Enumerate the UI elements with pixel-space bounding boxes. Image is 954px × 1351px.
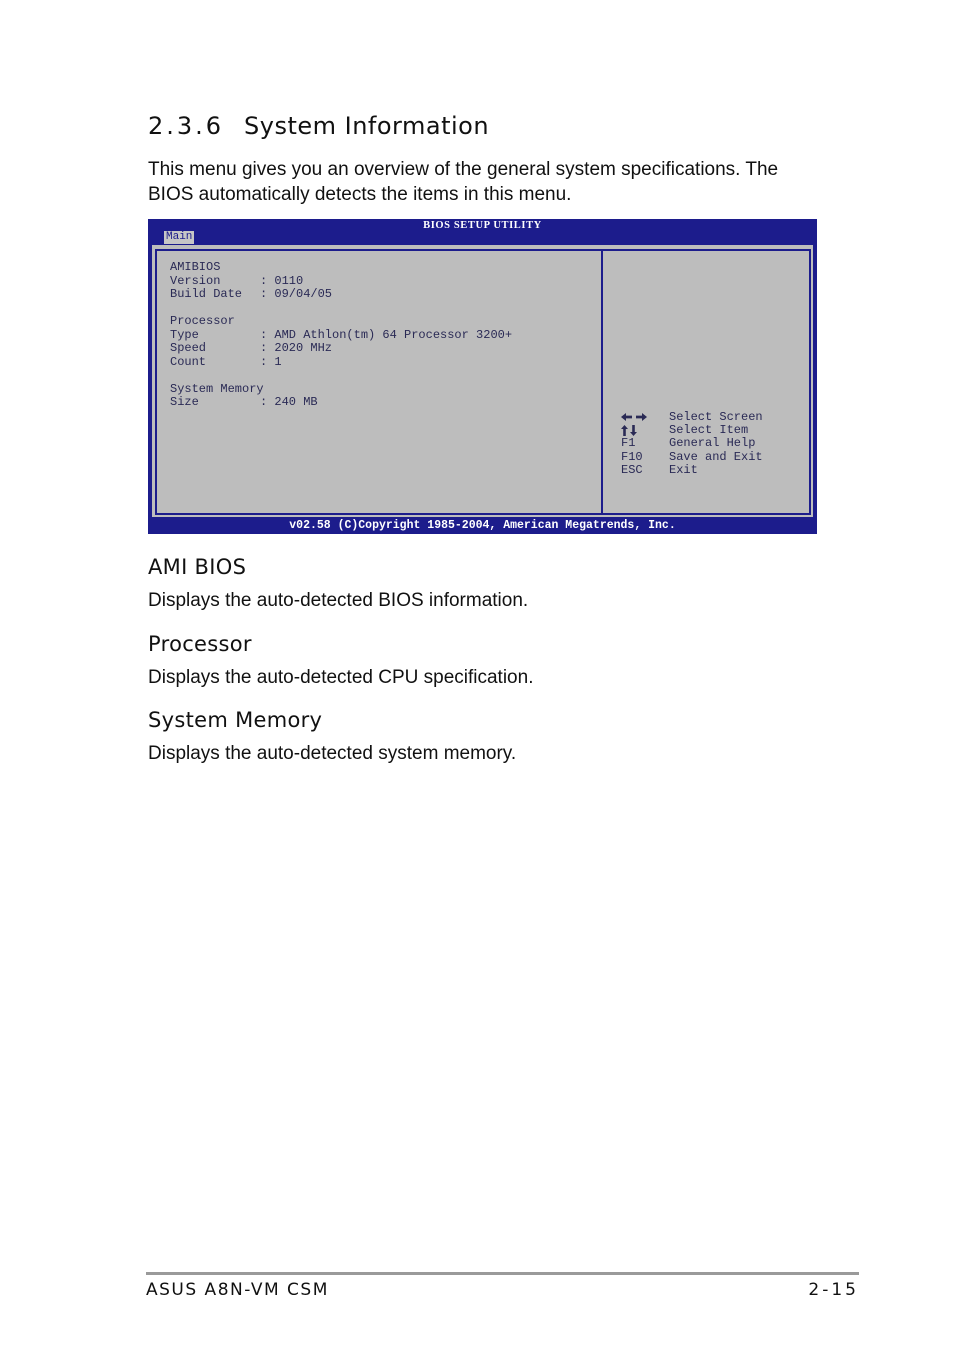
type-row	[170, 329, 512, 343]
count-value: : 1	[260, 354, 282, 369]
bios-title: BIOS SETUP UTILITY	[423, 220, 542, 231]
key-name: F10	[621, 449, 643, 464]
version-value: : 0110	[260, 273, 304, 288]
version-row	[170, 275, 512, 289]
subsection-title-processor: Processor	[148, 632, 252, 656]
footer-divider	[146, 1272, 859, 1275]
subsection-text-ami-bios: Displays the auto-detected BIOS information.	[148, 590, 529, 611]
build-date-value: : 09/04/05	[260, 287, 333, 301]
bios-screen	[148, 219, 817, 534]
count-label: Count	[170, 354, 207, 369]
count-row	[170, 356, 512, 370]
key-desc: General Help	[669, 436, 756, 451]
key-row-esc	[621, 464, 763, 477]
size-value: : 240 MB	[260, 395, 318, 409]
help-pane	[601, 249, 811, 515]
size-row	[170, 396, 512, 410]
build-date-row	[170, 288, 512, 302]
key-name: F1	[621, 436, 636, 451]
key-legend	[621, 411, 763, 477]
speed-label: Speed	[170, 341, 207, 355]
tab-main[interactable]: Main	[166, 231, 193, 243]
key-desc: Select Item	[669, 423, 749, 438]
bios-body	[152, 245, 813, 517]
section-title: System Information	[244, 112, 490, 140]
type-value: : AMD Athlon(tm) 64 Processor 3200+	[260, 327, 513, 342]
key-desc: Save and Exit	[669, 449, 763, 464]
subsection-text-system-memory: Displays the auto-detected system memory.	[148, 743, 517, 764]
version-label: Version	[170, 273, 221, 288]
footer-product: ASUS A8N-VM CSM	[146, 1280, 329, 1300]
intro-paragraph: This menu gives you an overview of the general system specifications. The BIOS automatically detects the items in this menu.	[148, 159, 779, 205]
left-right-arrows-icon	[621, 411, 669, 425]
speed-value: : 2020 MHz	[260, 341, 333, 355]
size-label: Size	[170, 395, 199, 409]
build-date-label: Build Date	[170, 287, 243, 301]
bios-copyright: v02.58 (C)Copyright 1985-2004, American Megatrends, Inc.	[289, 519, 676, 532]
info-pane	[155, 249, 601, 515]
memory-header: System Memory	[170, 381, 264, 396]
key-desc: Exit	[669, 462, 698, 477]
processor-header: Processor	[170, 314, 235, 328]
subsection-text-processor: Displays the auto-detected CPU specification.	[148, 667, 534, 688]
amibios-header: AMIBIOS	[170, 260, 221, 274]
type-label: Type	[170, 327, 199, 342]
system-info	[170, 261, 512, 410]
section-number: 2.3.6	[148, 112, 225, 140]
key-desc: Select Screen	[669, 410, 763, 424]
key-name: ESC	[621, 462, 643, 477]
section-heading	[148, 112, 489, 140]
subsection-title-system-memory: System Memory	[148, 708, 323, 732]
footer-page-number: 2-15	[808, 1280, 859, 1300]
speed-row	[170, 342, 512, 356]
subsection-title-ami-bios: AMI BIOS	[148, 555, 247, 579]
